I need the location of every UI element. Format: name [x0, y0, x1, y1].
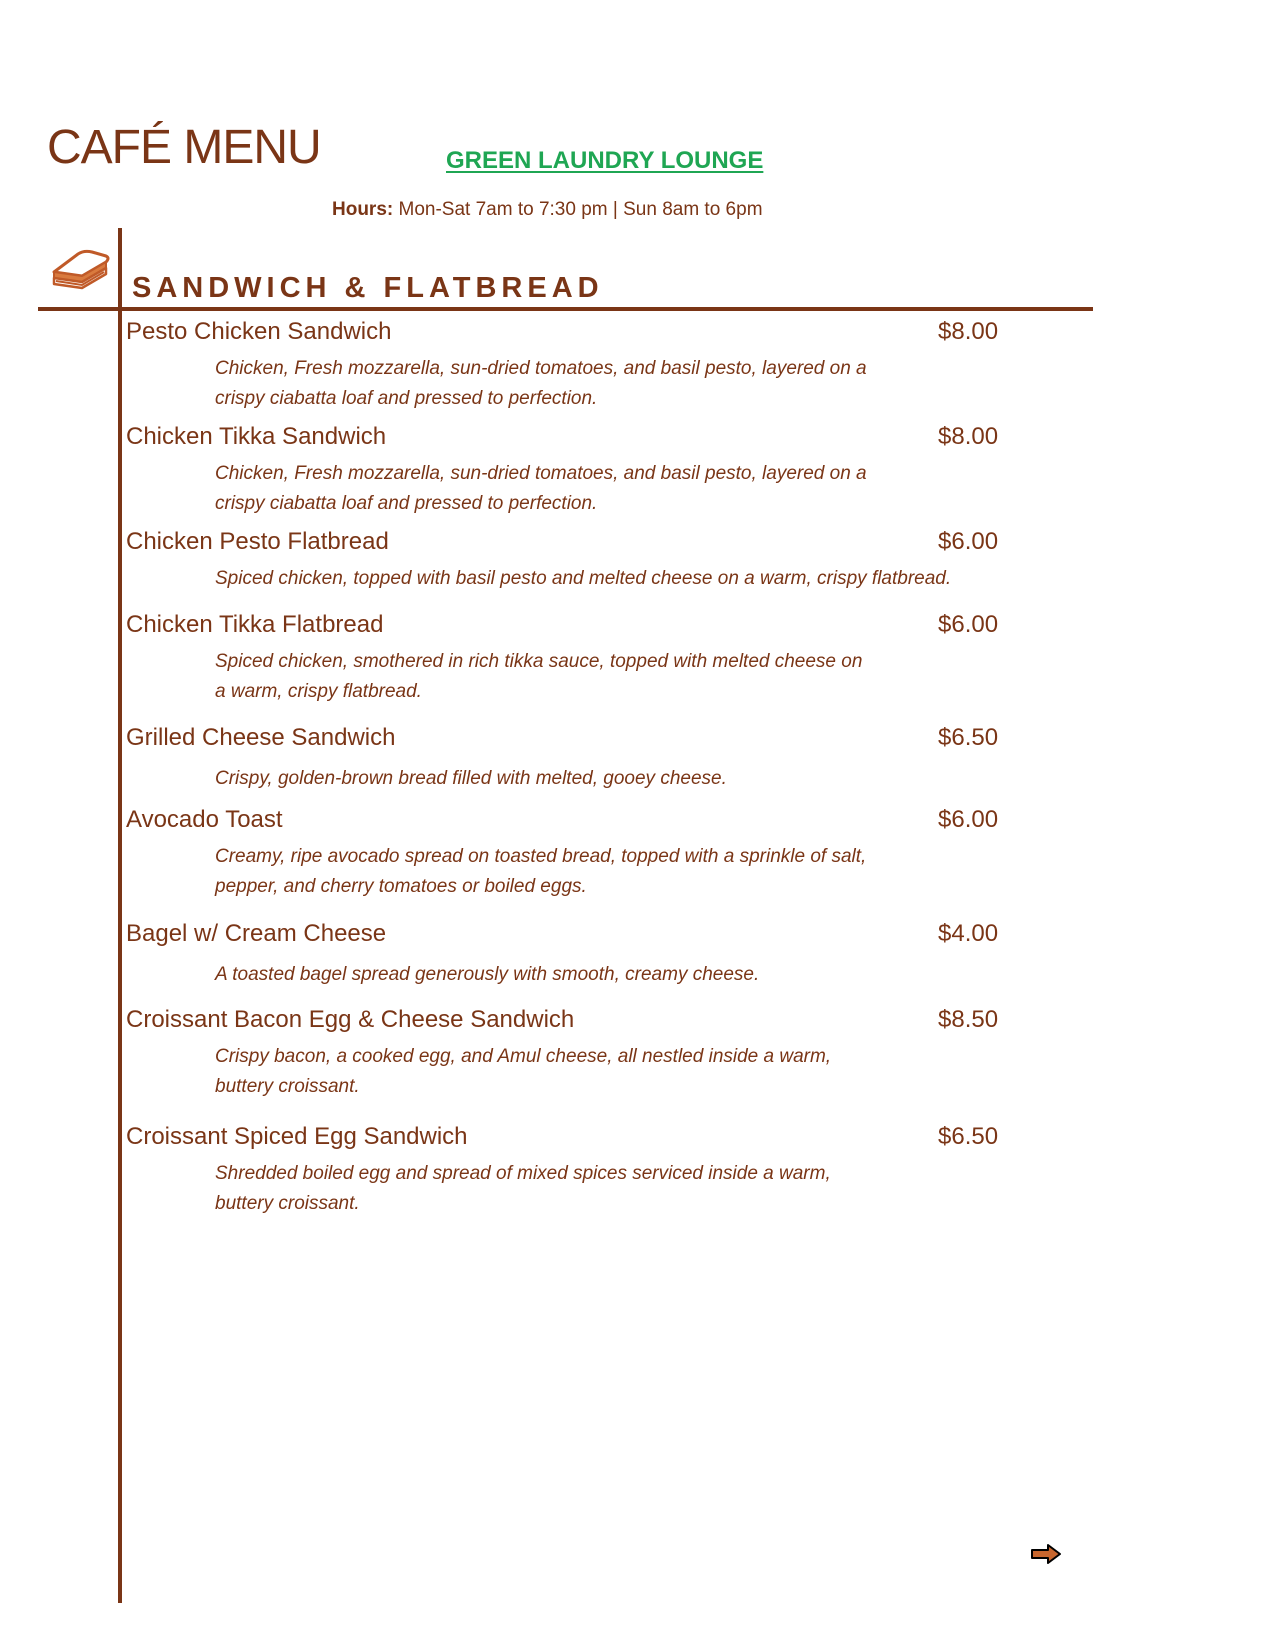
item-name: Chicken Pesto Flatbread — [126, 528, 389, 555]
hours-label: Hours: — [332, 199, 394, 220]
item-description: Creamy, ripe avocado spread on toasted bread, topped with a sprinkle of salt, pepper, and cherry tomatoes or boiled eggs. — [215, 846, 867, 897]
item-name: Chicken Tikka Sandwich — [126, 423, 387, 450]
item-price: $4.00 — [938, 920, 999, 947]
item-description: Crispy bacon, a cooked egg, and Amul cheese, all nestled inside a warm, buttery croissant. — [215, 1046, 832, 1097]
item-name: Chicken Tikka Flatbread — [126, 611, 384, 638]
item-name: Croissant Spiced Egg Sandwich — [126, 1123, 468, 1150]
item-name: Croissant Bacon Egg & Cheese Sandwich — [126, 1006, 575, 1033]
vertical-divider — [118, 228, 122, 1603]
item-description: Shredded boiled egg and spread of mixed spices serviced inside a warm, buttery croissant. — [215, 1163, 831, 1214]
section-title: SANDWICH & FLATBREAD — [132, 272, 604, 304]
item-name: Avocado Toast — [126, 806, 283, 833]
section-divider — [38, 307, 1093, 311]
item-description: A toasted bagel spread generously with smooth, creamy cheese. — [215, 964, 760, 985]
item-name: Grilled Cheese Sandwich — [126, 724, 396, 751]
item-description: Chicken, Fresh mozzarella, sun-dried tomatoes, and basil pesto, layered on a crispy ciabatta loaf and pressed to perfection. — [215, 358, 867, 409]
item-name: Bagel w/ Cream Cheese — [126, 920, 387, 947]
page-title: CAFÉ MENU — [47, 121, 321, 174]
venue-name-link[interactable]: GREEN LAUNDRY LOUNGE — [446, 147, 764, 174]
item-description: Spiced chicken, topped with basil pesto and melted cheese on a warm, crispy flatbread. — [215, 568, 952, 589]
item-description: Spiced chicken, smothered in rich tikka sauce, topped with melted cheese on a warm, crispy flatbread. — [215, 651, 863, 702]
right-arrow-icon[interactable] — [1030, 1543, 1062, 1565]
hours-text: Mon-Sat 7am to 7:30 pm | Sun 8am to 6pm — [393, 199, 763, 220]
hours-info — [332, 199, 763, 221]
item-price: $6.00 — [938, 806, 999, 833]
item-price: $6.50 — [938, 724, 999, 751]
sandwich-icon — [48, 246, 112, 294]
item-price: $8.00 — [938, 423, 999, 450]
item-price: $8.00 — [938, 318, 999, 345]
item-price: $8.50 — [938, 1006, 999, 1033]
item-price: $6.00 — [938, 528, 999, 555]
item-price: $6.50 — [938, 1123, 999, 1150]
item-name: Pesto Chicken Sandwich — [126, 318, 392, 345]
item-description: Chicken, Fresh mozzarella, sun-dried tomatoes, and basil pesto, layered on a crispy ciabatta loaf and pressed to perfection. — [215, 463, 867, 514]
item-description: Crispy, golden-brown bread filled with melted, gooey cheese. — [215, 768, 727, 789]
item-price: $6.00 — [938, 611, 999, 638]
